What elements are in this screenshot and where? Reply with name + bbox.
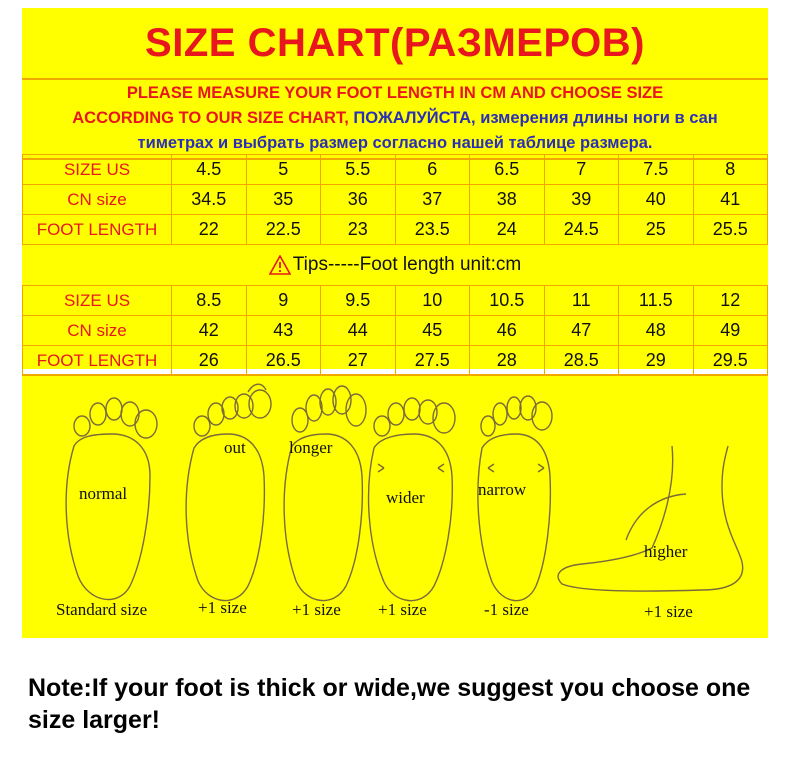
table-cell: 41 [693,185,768,215]
foot-out-icon [186,384,271,600]
instructions [22,80,768,160]
table-cell: 7 [544,155,619,185]
label-longer: longer [289,438,333,457]
table-row [23,215,768,245]
table-cell: 4.5 [172,155,247,185]
label-minus1-narrow: -1 size [484,600,529,619]
table-cell: 29.5 [693,346,768,376]
label-narrow: narrow [478,480,527,499]
table-cell: 12 [693,286,768,316]
table-cell: 24 [470,215,545,245]
tips-text: Tips-----Foot length unit:cm [292,254,522,275]
table-row [23,316,768,346]
table-cell: 38 [470,185,545,215]
table-cell: 39 [544,185,619,215]
table-cell: 23.5 [395,215,470,245]
table-cell: 10 [395,286,470,316]
foot-longer-icon [284,386,366,601]
table-row [23,286,768,316]
table-cell: 46 [470,316,545,346]
table-cell: 6 [395,155,470,185]
label-plus1-wider: +1 size [378,600,427,619]
row-label: FOOT LENGTH [23,215,172,245]
table-cell: 28.5 [544,346,619,376]
table-cell: 28 [470,346,545,376]
note-text: Note:If your foot is thick or wide,we suggest you choose one size larger! [28,674,751,734]
table-cell: 9 [246,286,321,316]
table-cell: 49 [693,316,768,346]
table-cell: 34.5 [172,185,247,215]
instruction-line-2-blue: ПОЖАЛУЙСТА, измерения длины ноги в сан [353,109,718,127]
table-cell: 10.5 [470,286,545,316]
row-label: FOOT LENGTH [23,346,172,376]
foot-higher-icon [558,446,743,591]
label-out: out [224,438,246,457]
table-cell: 6.5 [470,155,545,185]
size-table-part-1 [22,154,768,245]
table-row [23,346,768,376]
foot-types-panel [22,374,768,638]
page-title: SIZE CHART(РАЗМЕРОВ) [145,20,645,65]
table-cell: 36 [321,185,396,215]
label-wider: wider [386,488,425,507]
table-cell: 44 [321,316,396,346]
instruction-line-3: тиметрах и выбрать размер согласно нашей таблице размера. [137,134,653,152]
label-plus1-longer: +1 size [292,600,341,619]
instruction-line-2-red: ACCORDING TO OUR SIZE CHART [72,109,345,127]
table-cell: 29 [619,346,694,376]
table-cell: 8.5 [172,286,247,316]
label-higher: higher [644,542,688,561]
table-cell: 24.5 [544,215,619,245]
instruction-line-1: PLEASE MEASURE YOUR FOOT LENGTH IN CM AND CHOOSE SIZE [126,84,664,102]
table-cell: 40 [619,185,694,215]
warning-icon [269,255,291,275]
row-label: SIZE US [23,286,172,316]
label-standard-size: Standard size [56,600,148,619]
table-cell: 27.5 [395,346,470,376]
title-row [22,8,768,80]
instruction-line-2: ACCORDING TO OUR SIZE CHART, ПОЖАЛУЙСТА, измерения длины ноги в сан [72,109,718,127]
table-cell: 47 [544,316,619,346]
table-cell: 25.5 [693,215,768,245]
table-cell: 26 [172,346,247,376]
row-label: CN size [23,185,172,215]
table-cell: 11 [544,286,619,316]
table-cell: 26.5 [246,346,321,376]
table-cell: 48 [619,316,694,346]
table-cell: 25 [619,215,694,245]
table-cell: 43 [246,316,321,346]
table-cell: 7.5 [619,155,694,185]
table-cell: 22.5 [246,215,321,245]
tips-row [22,244,768,286]
table-cell: 37 [395,185,470,215]
table-row [23,155,768,185]
table-cell: 5 [246,155,321,185]
table-cell: 9.5 [321,286,396,316]
table-cell: 8 [693,155,768,185]
table-cell: 5.5 [321,155,396,185]
table-cell: 11.5 [619,286,694,316]
table-cell: 42 [172,316,247,346]
table-cell: 45 [395,316,470,346]
label-plus1-out: +1 size [198,598,247,617]
row-label: SIZE US [23,155,172,185]
row-label: CN size [23,316,172,346]
table-cell: 35 [246,185,321,215]
size-chart-panel [22,8,768,369]
label-normal: normal [79,484,128,503]
label-plus1-higher: +1 size [644,602,693,621]
size-table-part-2 [22,285,768,376]
table-cell: 27 [321,346,396,376]
table-row [23,185,768,215]
table-cell: 23 [321,215,396,245]
table-cell: 22 [172,215,247,245]
